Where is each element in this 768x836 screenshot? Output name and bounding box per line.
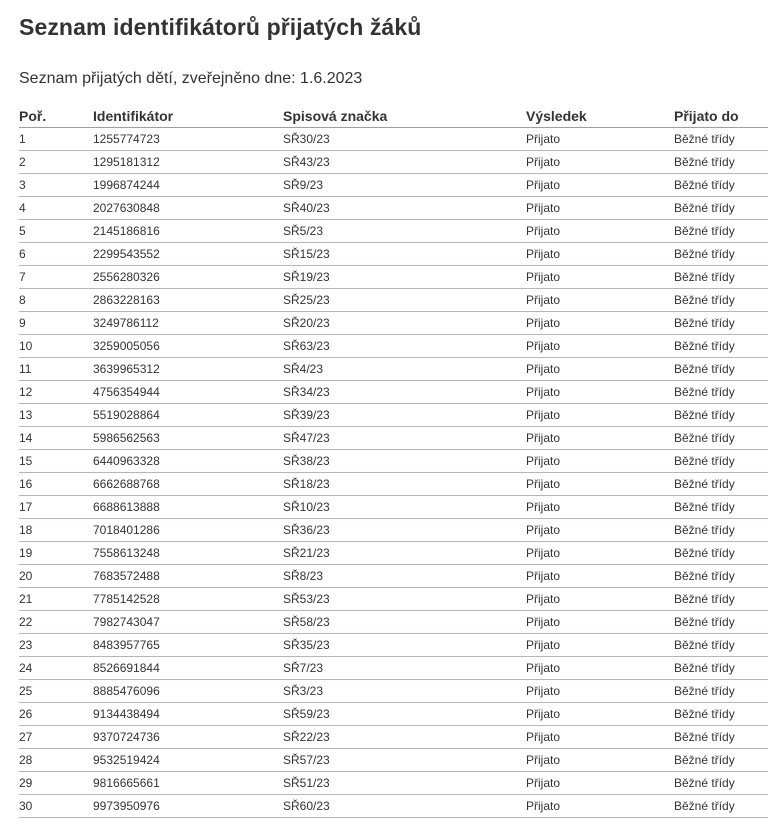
file-number-cell: SŘ8/23 (283, 565, 526, 588)
identifier-cell: 7558613248 (93, 542, 283, 565)
table-row (19, 197, 768, 220)
identifier-cell: 9134438494 (93, 703, 283, 726)
column-header-file-number: Spisová značka (283, 104, 526, 128)
file-number-cell: SŘ18/23 (283, 473, 526, 496)
identifier-cell: 4756354944 (93, 381, 283, 404)
result-cell: Přijato (526, 128, 674, 151)
result-cell: Přijato (526, 174, 674, 197)
result-cell: Přijato (526, 151, 674, 174)
order-cell: 20 (19, 565, 93, 588)
file-number-cell: SŘ57/23 (283, 749, 526, 772)
result-cell: Přijato (526, 542, 674, 565)
result-cell: Přijato (526, 519, 674, 542)
identifier-cell: 7683572488 (93, 565, 283, 588)
result-cell: Přijato (526, 565, 674, 588)
admitted-to-cell: Běžné třídy (674, 128, 768, 151)
admitted-to-cell: Běžné třídy (674, 381, 768, 404)
order-cell: 10 (19, 335, 93, 358)
file-number-cell: SŘ51/23 (283, 772, 526, 795)
result-cell: Přijato (526, 703, 674, 726)
column-header-identifier: Identifikátor (93, 104, 283, 128)
file-number-cell: SŘ39/23 (283, 404, 526, 427)
result-cell: Přijato (526, 588, 674, 611)
admitted-to-cell: Běžné třídy (674, 335, 768, 358)
file-number-cell: SŘ36/23 (283, 519, 526, 542)
order-cell: 3 (19, 174, 93, 197)
table-row (19, 565, 768, 588)
identifier-cell: 2863228163 (93, 289, 283, 312)
file-number-cell: SŘ59/23 (283, 703, 526, 726)
table-row (19, 657, 768, 680)
file-number-cell: SŘ5/23 (283, 220, 526, 243)
order-cell: 11 (19, 358, 93, 381)
result-cell: Přijato (526, 335, 674, 358)
admitted-to-cell: Běžné třídy (674, 151, 768, 174)
result-cell: Přijato (526, 266, 674, 289)
table-row (19, 726, 768, 749)
admitted-to-cell: Běžné třídy (674, 565, 768, 588)
result-cell: Přijato (526, 427, 674, 450)
order-cell: 26 (19, 703, 93, 726)
admitted-to-cell: Běžné třídy (674, 542, 768, 565)
admitted-to-cell: Běžné třídy (674, 220, 768, 243)
admitted-to-cell: Běžné třídy (674, 657, 768, 680)
file-number-cell: SŘ58/23 (283, 611, 526, 634)
table-row (19, 335, 768, 358)
order-cell: 29 (19, 772, 93, 795)
admitted-to-cell: Běžné třídy (674, 312, 768, 335)
admitted-to-cell: Běžné třídy (674, 450, 768, 473)
file-number-cell: SŘ7/23 (283, 657, 526, 680)
page-title: Seznam identifikátorů přijatých žáků (19, 14, 422, 40)
identifier-cell: 2145186816 (93, 220, 283, 243)
order-cell: 15 (19, 450, 93, 473)
table-row (19, 588, 768, 611)
order-cell: 30 (19, 795, 93, 818)
admitted-to-cell: Běžné třídy (674, 611, 768, 634)
column-header-admitted-to: Přijato do (674, 104, 768, 128)
file-number-cell: SŘ20/23 (283, 312, 526, 335)
order-cell: 27 (19, 726, 93, 749)
order-cell: 4 (19, 197, 93, 220)
identifier-cell: 6688613888 (93, 496, 283, 519)
order-cell: 19 (19, 542, 93, 565)
table-row (19, 220, 768, 243)
table-row (19, 312, 768, 335)
file-number-cell: SŘ3/23 (283, 680, 526, 703)
file-number-cell: SŘ21/23 (283, 542, 526, 565)
result-cell: Přijato (526, 611, 674, 634)
table-row (19, 749, 768, 772)
admitted-to-cell: Běžné třídy (674, 795, 768, 818)
order-cell: 18 (19, 519, 93, 542)
file-number-cell: SŘ30/23 (283, 128, 526, 151)
admitted-to-cell: Běžné třídy (674, 197, 768, 220)
file-number-cell: SŘ19/23 (283, 266, 526, 289)
table-row (19, 450, 768, 473)
file-number-cell: SŘ40/23 (283, 197, 526, 220)
table-row (19, 634, 768, 657)
order-cell: 14 (19, 427, 93, 450)
identifier-cell: 2299543552 (93, 243, 283, 266)
identifier-cell: 5986562563 (93, 427, 283, 450)
identifier-cell: 8483957765 (93, 634, 283, 657)
order-cell: 25 (19, 680, 93, 703)
table-row (19, 519, 768, 542)
identifier-cell: 8885476096 (93, 680, 283, 703)
order-cell: 2 (19, 151, 93, 174)
table-row (19, 404, 768, 427)
admitted-to-cell: Běžné třídy (674, 174, 768, 197)
admitted-to-cell: Běžné třídy (674, 473, 768, 496)
identifier-cell: 8526691844 (93, 657, 283, 680)
admitted-to-cell: Běžné třídy (674, 496, 768, 519)
order-cell: 16 (19, 473, 93, 496)
order-cell: 28 (19, 749, 93, 772)
result-cell: Přijato (526, 197, 674, 220)
identifier-cell: 7982743047 (93, 611, 283, 634)
column-header-order: Poř. (19, 104, 93, 128)
result-cell: Přijato (526, 657, 674, 680)
admitted-to-cell: Běžné třídy (674, 243, 768, 266)
result-cell: Přijato (526, 358, 674, 381)
table-header-row (19, 104, 768, 128)
admitted-to-cell: Běžné třídy (674, 634, 768, 657)
file-number-cell: SŘ10/23 (283, 496, 526, 519)
identifier-cell: 5519028864 (93, 404, 283, 427)
order-cell: 5 (19, 220, 93, 243)
result-cell: Přijato (526, 680, 674, 703)
identifier-cell: 7785142528 (93, 588, 283, 611)
identifier-cell: 6662688768 (93, 473, 283, 496)
table-row (19, 680, 768, 703)
result-cell: Přijato (526, 243, 674, 266)
table-body (19, 128, 768, 818)
order-cell: 24 (19, 657, 93, 680)
publication-subtitle: Seznam přijatých dětí, zveřejněno dne: 1.6.2023 (19, 70, 363, 87)
table-row (19, 358, 768, 381)
order-cell: 21 (19, 588, 93, 611)
table-row (19, 243, 768, 266)
table-row (19, 128, 768, 151)
identifier-cell: 3639965312 (93, 358, 283, 381)
result-cell: Přijato (526, 450, 674, 473)
order-cell: 8 (19, 289, 93, 312)
order-cell: 7 (19, 266, 93, 289)
order-cell: 13 (19, 404, 93, 427)
file-number-cell: SŘ43/23 (283, 151, 526, 174)
table-row (19, 151, 768, 174)
result-cell: Přijato (526, 772, 674, 795)
identifier-cell: 6440963328 (93, 450, 283, 473)
file-number-cell: SŘ63/23 (283, 335, 526, 358)
admitted-to-cell: Běžné třídy (674, 519, 768, 542)
result-cell: Přijato (526, 634, 674, 657)
file-number-cell: SŘ25/23 (283, 289, 526, 312)
file-number-cell: SŘ4/23 (283, 358, 526, 381)
file-number-cell: SŘ60/23 (283, 795, 526, 818)
admitted-to-cell: Běžné třídy (674, 289, 768, 312)
file-number-cell: SŘ38/23 (283, 450, 526, 473)
table-row (19, 266, 768, 289)
order-cell: 9 (19, 312, 93, 335)
table-row (19, 496, 768, 519)
admitted-to-cell: Běžné třídy (674, 404, 768, 427)
admitted-to-cell: Běžné třídy (674, 749, 768, 772)
identifier-cell: 7018401286 (93, 519, 283, 542)
file-number-cell: SŘ9/23 (283, 174, 526, 197)
order-cell: 22 (19, 611, 93, 634)
admitted-to-cell: Běžné třídy (674, 588, 768, 611)
result-cell: Přijato (526, 381, 674, 404)
table-row (19, 473, 768, 496)
order-cell: 17 (19, 496, 93, 519)
identifier-cell: 1996874244 (93, 174, 283, 197)
table-row (19, 703, 768, 726)
admitted-to-cell: Běžné třídy (674, 427, 768, 450)
file-number-cell: SŘ47/23 (283, 427, 526, 450)
admitted-to-cell: Běžné třídy (674, 680, 768, 703)
result-cell: Přijato (526, 312, 674, 335)
column-header-result: Výsledek (526, 104, 674, 128)
order-cell: 6 (19, 243, 93, 266)
table-row (19, 795, 768, 818)
result-cell: Přijato (526, 289, 674, 312)
admitted-pupils-table (19, 104, 768, 818)
result-cell: Přijato (526, 473, 674, 496)
identifier-cell: 1295181312 (93, 151, 283, 174)
table-row (19, 381, 768, 404)
file-number-cell: SŘ35/23 (283, 634, 526, 657)
order-cell: 12 (19, 381, 93, 404)
identifier-cell: 2027630848 (93, 197, 283, 220)
table-row (19, 427, 768, 450)
result-cell: Přijato (526, 496, 674, 519)
result-cell: Přijato (526, 749, 674, 772)
order-cell: 1 (19, 128, 93, 151)
result-cell: Přijato (526, 795, 674, 818)
order-cell: 23 (19, 634, 93, 657)
identifier-cell: 3259005056 (93, 335, 283, 358)
file-number-cell: SŘ22/23 (283, 726, 526, 749)
table-row (19, 289, 768, 312)
identifier-cell: 9532519424 (93, 749, 283, 772)
admitted-to-cell: Běžné třídy (674, 726, 768, 749)
admitted-to-cell: Běžné třídy (674, 266, 768, 289)
table-row (19, 772, 768, 795)
result-cell: Přijato (526, 726, 674, 749)
table-row (19, 174, 768, 197)
result-cell: Přijato (526, 404, 674, 427)
table-row (19, 542, 768, 565)
identifier-cell: 3249786112 (93, 312, 283, 335)
admitted-to-cell: Běžné třídy (674, 703, 768, 726)
file-number-cell: SŘ15/23 (283, 243, 526, 266)
identifier-cell: 9370724736 (93, 726, 283, 749)
identifier-cell: 9816665661 (93, 772, 283, 795)
identifier-cell: 1255774723 (93, 128, 283, 151)
result-cell: Přijato (526, 220, 674, 243)
identifier-cell: 9973950976 (93, 795, 283, 818)
file-number-cell: SŘ53/23 (283, 588, 526, 611)
table-row (19, 611, 768, 634)
admitted-to-cell: Běžné třídy (674, 358, 768, 381)
admitted-to-cell: Běžné třídy (674, 772, 768, 795)
file-number-cell: SŘ34/23 (283, 381, 526, 404)
identifier-cell: 2556280326 (93, 266, 283, 289)
